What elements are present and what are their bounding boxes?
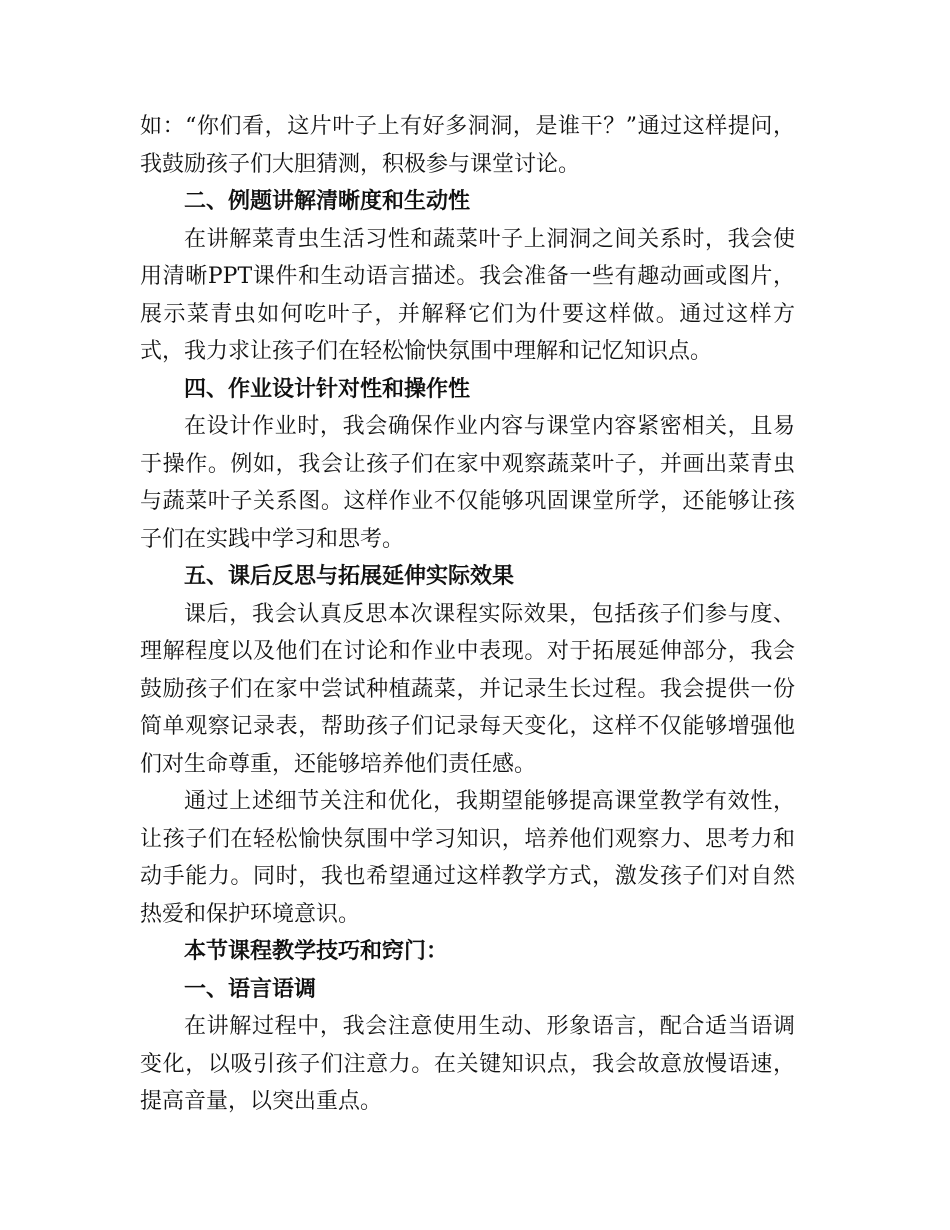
heading-homework-design: 四、作业设计针对性和操作性 <box>184 375 471 402</box>
paragraph-language-tone: 在讲解过程中，我会注意使用生动、形象语言，配合适当语调变化，以吸引孩子们注意力。在关键知识点，我会故意放慢语速，提高音量，以突出重点。 <box>140 1014 795 1114</box>
document-body <box>140 108 795 1121</box>
heading-language-tone: 一、语言语调 <box>184 975 317 1002</box>
heading-reflection-extension: 五、课后反思与拓展延伸实际效果 <box>184 563 515 589</box>
paragraph-homework-design: 在设计作业时，我会确保作业内容与课堂内容紧密相关，且易于操作。例如，我会让孩子们在家中观察蔬菜叶子，并画出菜青虫与蔬菜叶子关系图。这样作业不仅能够巩固课堂所学，还能够让孩子们在实践中学习和思考。 <box>140 414 795 552</box>
heading-example-explanation: 二、例题讲解清晰度和生动性 <box>184 188 471 214</box>
paragraph-example-explanation: 在讲解菜青虫生活习性和蔬菜叶子上洞洞之间关系时，我会使用清晰PPT课件和生动语言描述。我会准备一些有趣动画或图片，展示菜青虫如何吃叶子，并解释它们为什要这样做。通过这样方式，我力求让孩子们在轻松愉快氛围中理解和记忆知识点。 <box>140 226 795 364</box>
paragraph-optimization-summary: 通过上述细节关注和优化，我期望能够提高课堂教学有效性，让孩子们在轻松愉快氛围中学习知识，培养他们观察力、思考力和动手能力。同时，我也希望通过这样教学方式，激发孩子们对自然热爱和保护环境意识。 <box>140 789 795 927</box>
paragraph-reflection-extension: 课后，我会认真反思本次课程实际效果，包括孩子们参与度、理解程度以及他们在讨论和作业中表现。对于拓展延伸部分，我会鼓励孩子们在家中尝试种植蔬菜，并记录生长过程。我会提供一份简单观察记录表，帮助孩子们记录每天变化，这样不仅能够增强他们对生命尊重，还能够培养他们责任感。 <box>140 601 795 777</box>
paragraph-intro-question: 如：“你们看，这片叶子上有好多洞洞，是谁干？”通过这样提问，我鼓励孩子们大胆猜测，积极参与课堂讨论。 <box>140 114 795 177</box>
heading-teaching-tips: 本节课程教学技巧和窍门： <box>184 938 449 964</box>
